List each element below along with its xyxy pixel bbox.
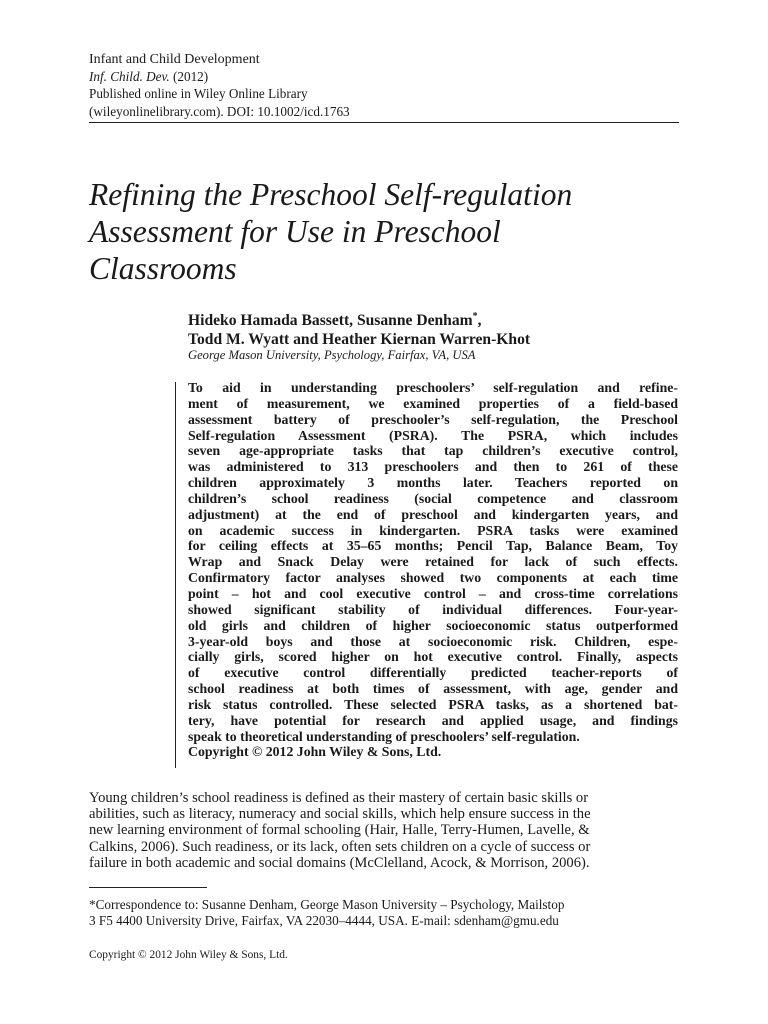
abstract-line: speak to theoretical understanding of preschoolers’ self-regulation. — [188, 728, 580, 744]
abstract-line: of executive control differentially predicted teacher-reports of — [188, 665, 678, 681]
abstract-line: seven age-appropriate tasks that tap children’s executive control, — [188, 443, 678, 459]
body-line: new learning environment of formal schooling (Hair, Halle, Terry-Humen, Lavelle, & — [89, 822, 590, 839]
abstract-line: point – hot and cool executive control – and cross-time correlations — [188, 585, 678, 601]
author-list — [188, 311, 530, 349]
abstract-line: tery, have potential for research and applied usage, and findings — [188, 712, 678, 728]
journal-header — [89, 51, 350, 120]
abstract-line: Confirmatory factor analyses showed two components at each time — [188, 570, 678, 586]
footnote-divider — [89, 887, 207, 888]
journal-year: (2012) — [169, 69, 209, 85]
page-copyright: Copyright © 2012 John Wiley & Sons, Ltd. — [89, 949, 288, 961]
header-divider — [89, 122, 679, 123]
body-line: Calkins, 2006). Such readiness, or its lack, often sets children on a cycle of success or — [89, 838, 591, 855]
abstract-line: ment of measurement, we examined properties of a field-based — [188, 395, 678, 411]
abstract-line: assessment battery of preschooler’s self-regulation, the Preschool — [188, 411, 678, 427]
abstract-line: Self-regulation Assessment (PSRA). The PSRA, which includes — [188, 427, 678, 443]
authors-comma: , — [477, 312, 482, 329]
title-line: Assessment for Use in Preschool — [89, 214, 501, 249]
abstract-line: Wrap and Snack Delay were retained for lack of such effects. — [188, 554, 678, 570]
body-line: Young children’s school readiness is defined as their mastery of certain basic skills or — [89, 790, 589, 806]
article-title — [89, 176, 689, 287]
body-line: abilities, such as literacy, numeracy and social skills, which help ensure success in the — [89, 806, 591, 823]
abstract-line: To aid in understanding preschoolers’ self-regulation and refine- — [188, 380, 678, 395]
abstract-line: old girls and children of higher socioeconomic status outperformed — [188, 617, 678, 633]
abstract-line: for ceiling effects at 35–65 months; Pencil Tap, Balance Beam, Toy — [188, 538, 678, 554]
correspondence-footnote — [89, 897, 679, 929]
abstract-side-rule — [175, 382, 176, 768]
abstract-line: adjustment) at the end of preschool and kindergarten years, and — [188, 506, 678, 522]
abstract-line: school readiness at both times of assessment, with age, gender and — [188, 681, 678, 697]
title-line: Classrooms — [89, 251, 237, 286]
author-affiliation: George Mason University, Psychology, Fairfax, VA, USA — [188, 348, 476, 362]
published-online-line: Published online in Wiley Online Library — [89, 86, 308, 102]
abstract-line: cially girls, scored higher on hot executive control. Finally, aspects — [188, 649, 678, 665]
journal-abbreviation: Inf. Child. Dev. — [89, 69, 170, 85]
abstract-line: children approximately 3 months later. Teachers reported on — [188, 475, 678, 491]
abstract-line: children’s school readiness (social competence and classroom — [188, 490, 678, 506]
abstract-copyright: Copyright © 2012 John Wiley & Sons, Ltd. — [188, 744, 442, 760]
journal-name: Infant and Child Development — [89, 52, 260, 67]
journal-citation — [89, 68, 350, 85]
author-line — [188, 311, 530, 330]
body-line: failure in both academic and social domains (McClelland, Acock, & Morrison, 2006). — [89, 854, 590, 871]
authors-first-line: Hideko Hamada Bassett, Susanne Denham — [188, 312, 473, 329]
abstract-line: was administered to 313 preschoolers and then to 261 of these — [188, 459, 678, 475]
footnote-line: *Correspondence to: Susanne Denham, George Mason University – Psychology, Mailstop — [89, 897, 565, 912]
doi-line[interactable]: (wileyonlinelibrary.com). DOI: 10.1002/icd.1763 — [89, 103, 350, 119]
body-paragraph — [89, 790, 679, 871]
abstract-line: on academic success in kindergarten. PSRA tasks were examined — [188, 522, 678, 538]
author-line: Todd M. Wyatt and Heather Kiernan Warren-Khot — [188, 331, 531, 348]
abstract-line: showed significant stability of individual differences. Four-year- — [188, 601, 678, 617]
title-line: Refining the Preschool Self-regulation — [89, 177, 573, 212]
abstract-line: 3-year-old boys and those at socioeconomic risk. Children, espe- — [188, 633, 678, 649]
abstract-line: risk status controlled. These selected PSRA tasks, as a shortened bat- — [188, 696, 678, 712]
correspondence-mark[interactable]: * — [472, 310, 478, 322]
abstract — [188, 380, 678, 760]
footnote-line: 3 F5 4400 University Drive, Fairfax, VA 22030–4444, USA. E-mail: sdenham@gmu.edu — [89, 913, 559, 928]
